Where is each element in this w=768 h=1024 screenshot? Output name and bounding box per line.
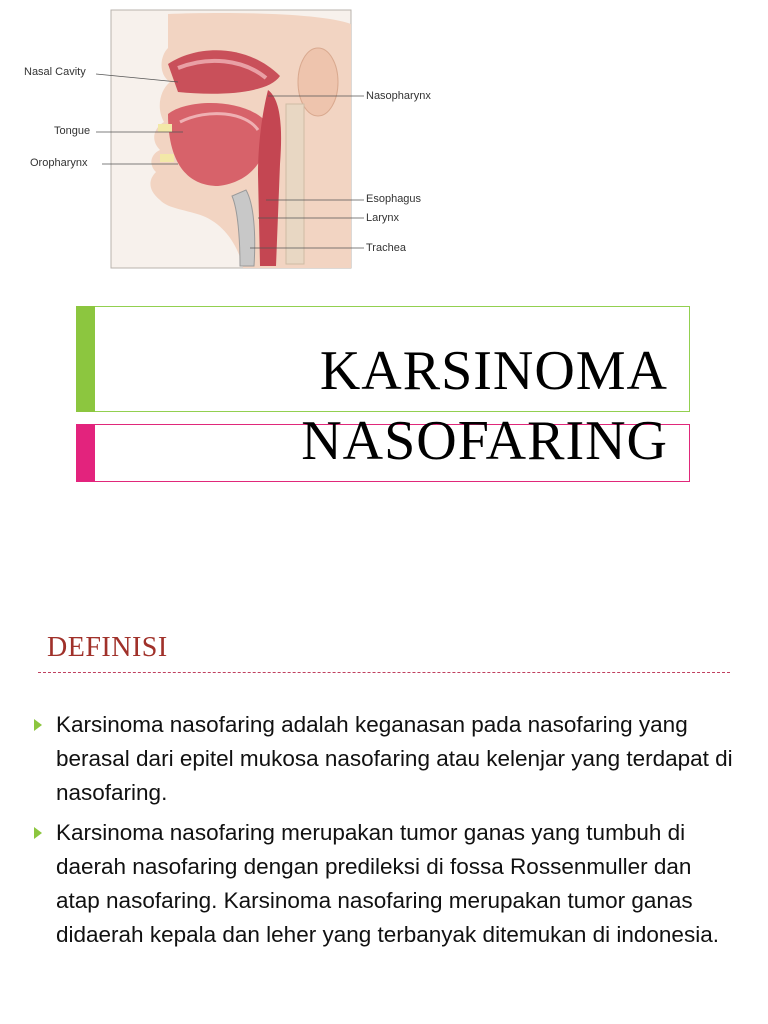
label-esophagus: Esophagus (366, 193, 422, 205)
title-line-1: KARSINOMA (319, 340, 668, 402)
triangle-bullet-icon (34, 827, 42, 839)
head-cross-section-illustration (18, 4, 458, 270)
list-item (34, 708, 734, 810)
label-larynx: Larynx (366, 212, 400, 224)
accent-bar-green (76, 306, 95, 412)
page-title (301, 336, 668, 476)
accent-bar-pink (76, 424, 95, 482)
list-item-text: Karsinoma nasofaring merupakan tumor ganas yang tumbuh di daerah nasofaring dengan predileksi di fossa Rossenmuller dan atap nasofaring. Karsinoma nasofaring merupakan tumor ganas didaerah kepala dan leher yang terbanyak ditemukan di indonesia. (56, 820, 719, 947)
label-tongue: Tongue (54, 125, 91, 137)
title-block (76, 306, 692, 484)
section-divider (38, 672, 730, 673)
anatomy-figure (18, 4, 458, 270)
section-heading: DEFINISI (47, 632, 168, 663)
list-item-text: Karsinoma nasofaring adalah keganasan pada nasofaring yang berasal dari epitel mukosa nasofaring atau kelenjar yang terdapat di nasofaring. (56, 712, 733, 805)
definition-list (34, 708, 734, 958)
label-nasopharynx: Nasopharynx (366, 90, 431, 102)
list-item (34, 816, 734, 952)
label-nasal-cavity: Nasal Cavity (24, 66, 86, 78)
label-trachea: Trachea (366, 242, 406, 254)
label-oropharynx: Oropharynx (30, 157, 88, 169)
title-line-2: NASOFARING (301, 410, 668, 472)
triangle-bullet-icon (34, 719, 42, 731)
